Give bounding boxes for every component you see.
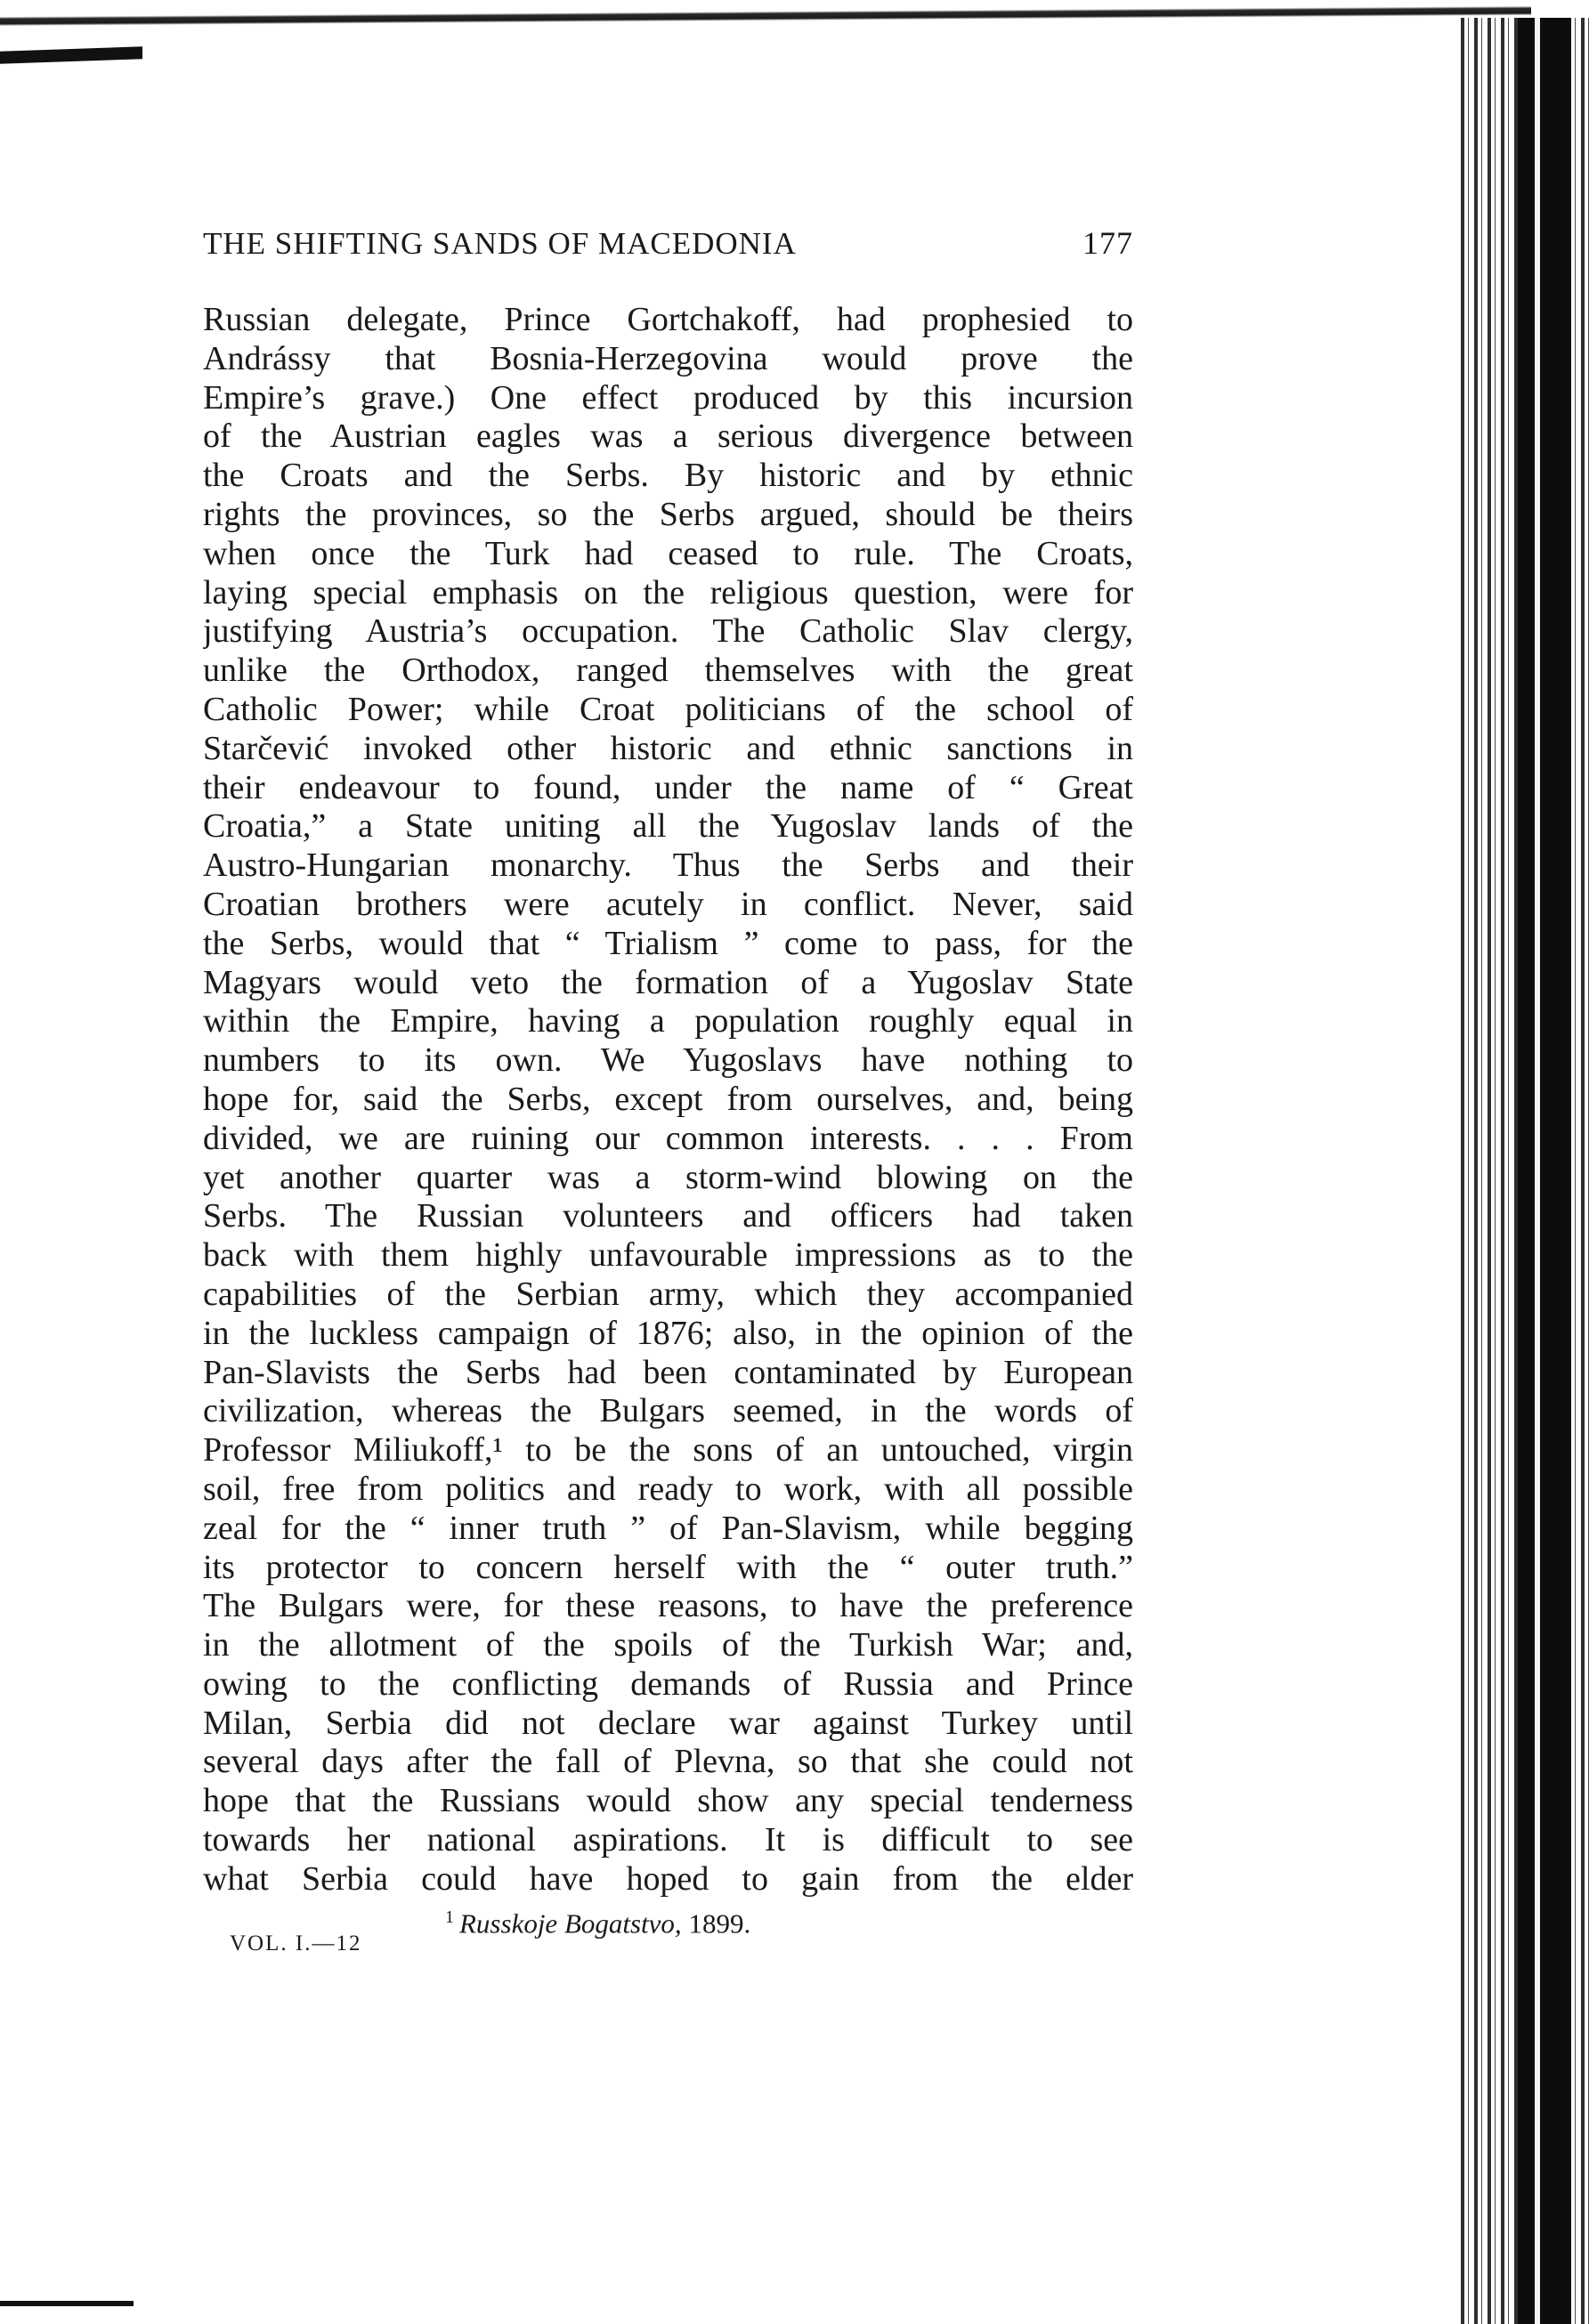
text-line: the Croats and the Serbs. By historic and by ethnic <box>203 457 1133 495</box>
text-line: justifying Austria’s occupation. The Catholic Slav clergy, <box>203 612 1133 651</box>
running-header <box>203 224 1133 274</box>
text-line: laying special emphasis on the religious question, were for <box>203 573 1133 611</box>
text-line: Austro-Hungarian monarchy. Thus the Serbs and their <box>203 846 1133 885</box>
text-line: several days after the fall of Plevna, so that she could not <box>203 1743 1133 1781</box>
text-line: civilization, whereas the Bulgars seemed, in the words of <box>203 1392 1133 1430</box>
text-line: The Bulgars were, for these reasons, to have the preference <box>203 1587 1133 1625</box>
text-line: towards her national aspirations. It is difficult to see <box>203 1821 1133 1859</box>
text-line: their endeavour to found, under the name of “ Great <box>203 768 1133 806</box>
text-line: its protector to concern herself with the “ outer truth.” <box>203 1548 1133 1586</box>
text-line: hope for, said the Serbs, except from ourselves, and, being <box>203 1080 1133 1118</box>
text-line: unlike the Orthodox, ranged themselves with the great <box>203 652 1133 690</box>
text-line: capabilities of the Serbian army, which they accompanied <box>203 1275 1133 1313</box>
text-line: numbers to its own. We Yugoslavs have nothing to <box>203 1041 1133 1080</box>
text-line: yet another quarter was a storm-wind blowing on the <box>203 1158 1133 1196</box>
text-line: Starčević invoked other historic and ethnic sanctions in <box>203 729 1133 767</box>
text-line: Milan, Serbia did not declare war against Turkey until <box>203 1704 1133 1742</box>
footnote <box>445 1899 1068 1941</box>
text-line: in the allotment of the spoils of the Turkish War; and, <box>203 1626 1133 1664</box>
scan-top-edge <box>0 0 1531 41</box>
text-line: of the Austrian eagles was a serious divergence between <box>203 417 1133 456</box>
signature-mark: VOL. I.—12 <box>230 1931 362 1956</box>
page-number: 177 <box>1082 225 1133 261</box>
text-line: in the luckless campaign of 1876; also, in the opinion of the <box>203 1314 1133 1352</box>
book-spine-shadow <box>1518 18 1571 2324</box>
text-line: when once the Turk had ceased to rule. The Croats, <box>203 534 1133 572</box>
text-line: Croatia,” a State uniting all the Yugoslav lands of the <box>203 807 1133 846</box>
text-line: the Serbs, would that “ Trialism ” come to pass, for the <box>203 924 1133 962</box>
text-line: Professor Miliukoff,¹ to be the sons of an untouched, virgin <box>203 1431 1133 1470</box>
body-text <box>203 301 1133 1899</box>
text-line: divided, we are ruining our common interests. . . . From <box>203 1119 1133 1157</box>
scan-bottom-mark <box>0 2301 134 2306</box>
text-line: Empire’s grave.) One effect produced by this incursion <box>203 378 1133 417</box>
scan-top-left-mark <box>0 46 142 64</box>
text-line: Pan-Slavists the Serbs had been contaminated by European <box>203 1353 1133 1391</box>
text-line: back with them highly unfavourable impressions as to the <box>203 1236 1133 1275</box>
text-line: zeal for the “ inner truth ” of Pan-Slavism, while begging <box>203 1509 1133 1547</box>
footnote-marker: 1 <box>445 1907 454 1927</box>
footnote-year: 1899. <box>688 1907 751 1939</box>
text-line: Catholic Power; while Croat politicians of the school of <box>203 690 1133 728</box>
text-line: soil, free from politics and ready to work, with all possible <box>203 1470 1133 1508</box>
running-title: THE SHIFTING SANDS OF MACEDONIA <box>203 226 797 261</box>
text-line: Magyars would veto the formation of a Yugoslav State <box>203 963 1133 1001</box>
text-line: Russian delegate, Prince Gortchakoff, had prophesied to <box>203 301 1133 338</box>
text-line: what Serbia could have hoped to gain from the elder <box>203 1859 1133 1898</box>
text-line: Croatian brothers were acutely in conflict. Never, said <box>203 885 1133 923</box>
text-line: hope that the Russians would show any special tenderness <box>203 1782 1133 1820</box>
text-line: Andrássy that Bosnia-Herzegovina would prove the <box>203 339 1133 377</box>
text-line: rights the provinces, so the Serbs argued, should be theirs <box>203 495 1133 533</box>
text-line: owing to the conflicting demands of Russia and Prince <box>203 1664 1133 1703</box>
text-line: Serbs. The Russian volunteers and officers had taken <box>203 1197 1133 1235</box>
text-line: within the Empire, having a population roughly equal in <box>203 1002 1133 1041</box>
book-edge-gap <box>1535 18 1540 2324</box>
footnote-title: Russkoje Bogatstvo, <box>459 1907 682 1939</box>
